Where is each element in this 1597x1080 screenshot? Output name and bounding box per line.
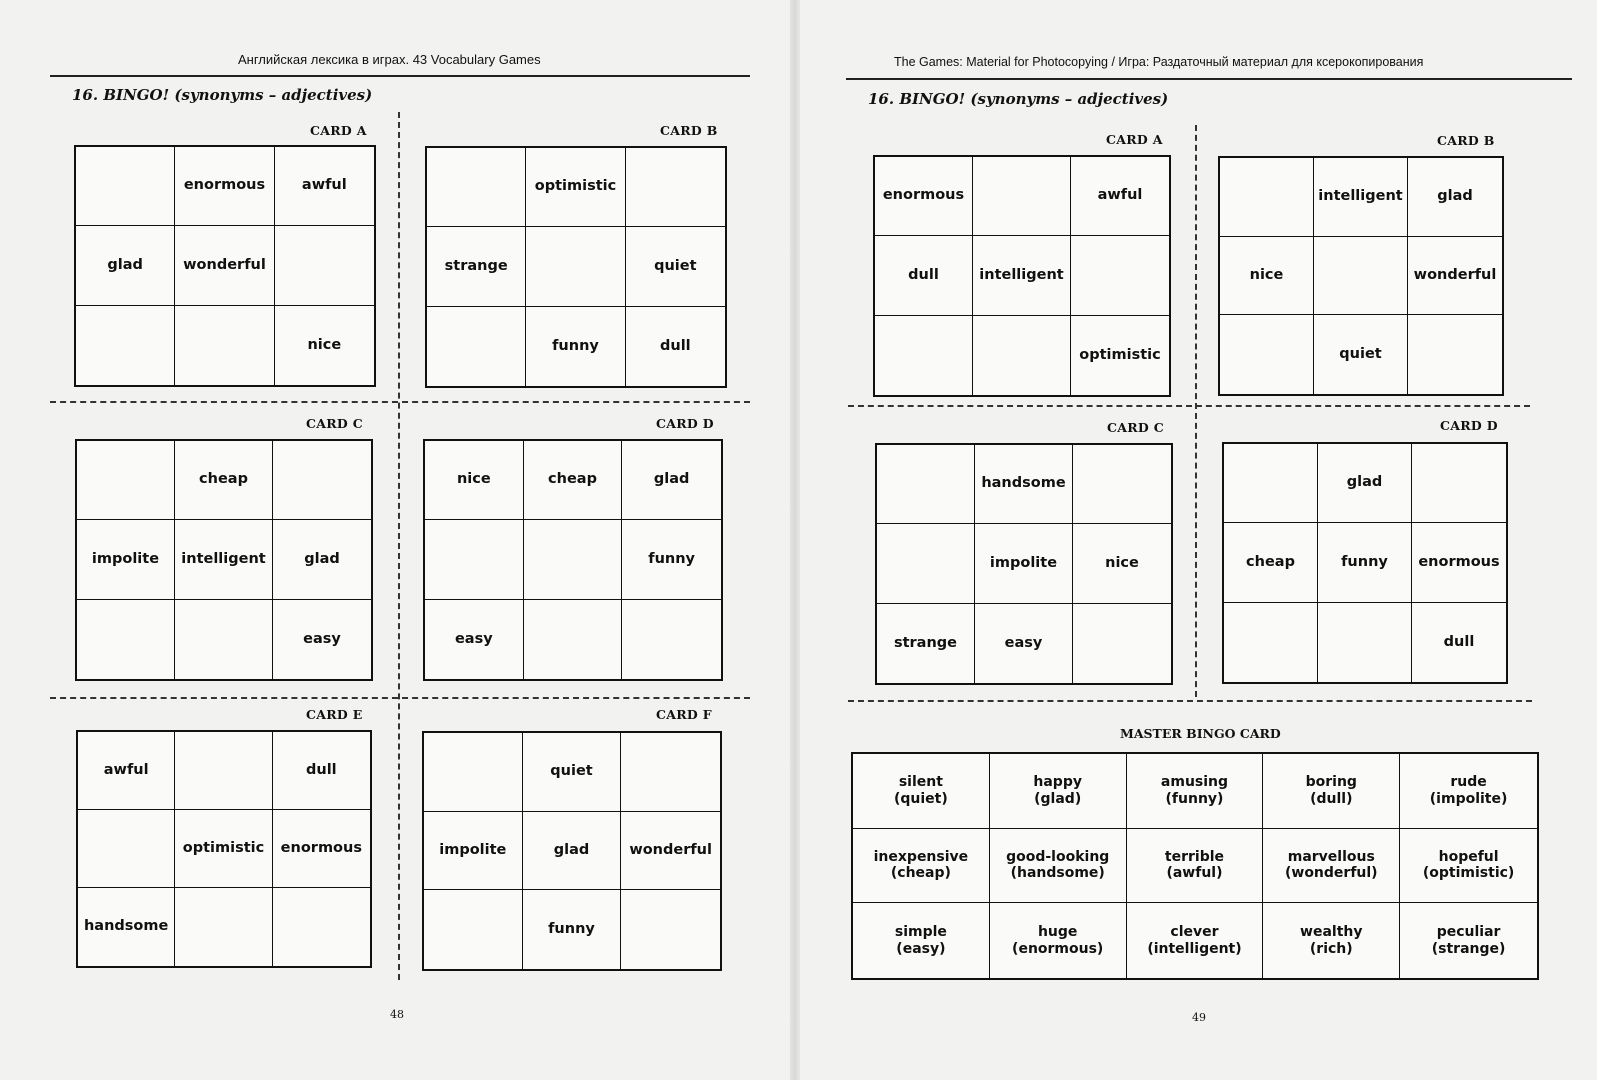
cut-line-vertical	[1195, 125, 1197, 697]
cut-line-vertical	[398, 112, 400, 980]
card-cell	[1220, 158, 1314, 237]
card-cell	[1224, 603, 1318, 682]
card-cell	[175, 306, 274, 385]
card-cell: glad	[622, 441, 721, 520]
card-cell: quiet	[626, 227, 725, 306]
card-cell: nice	[307, 336, 342, 353]
card-cell: intelligent	[973, 236, 1071, 315]
master-cell: rude (impolite)	[1400, 754, 1537, 829]
card-cell: funny	[523, 890, 622, 969]
card-cell	[76, 306, 175, 385]
card-f-label: CARD F	[656, 707, 712, 722]
running-head: Английская лексика в играх. 43 Vocabulary Games	[238, 52, 541, 67]
card-cell	[427, 307, 526, 386]
card-cell	[524, 520, 623, 599]
card-cell	[626, 148, 725, 227]
master-cell: marvellous (wonderful)	[1263, 829, 1400, 904]
card-cell: glad	[76, 226, 175, 305]
master-cell: inexpensive (cheap)	[853, 829, 990, 904]
card-cell: easy	[425, 600, 524, 679]
card-cell	[1408, 315, 1502, 394]
cut-line	[50, 697, 750, 699]
master-cell: simple (easy)	[853, 903, 990, 978]
card-cell	[275, 226, 374, 305]
master-cell: huge (enormous)	[990, 903, 1127, 978]
card-cell: easy	[975, 604, 1073, 683]
card-cell: strange	[427, 227, 526, 306]
card-cell	[427, 148, 526, 227]
master-bingo-grid	[851, 752, 1539, 980]
master-cell: boring (dull)	[1263, 754, 1400, 829]
card-cell: enormous	[175, 147, 274, 226]
card-cell: funny	[1318, 523, 1412, 602]
card-cell	[526, 227, 625, 306]
card-cell: awful	[1071, 157, 1169, 236]
card-cell: optimistic	[1079, 346, 1161, 363]
card-cell: wonderful	[1408, 237, 1502, 316]
card-cell: glad	[523, 812, 622, 891]
card-cell: wonderful	[175, 226, 274, 305]
card-d-label: CARD D	[1440, 418, 1498, 433]
card-cell: quiet	[1314, 315, 1408, 394]
card-cell: impolite	[424, 812, 523, 891]
card-cell	[175, 732, 272, 810]
section-title: 16. BINGO! (synonyms – adjectives)	[72, 86, 373, 104]
card-b-label: CARD B	[1437, 133, 1495, 148]
card-cell: strange	[877, 604, 975, 683]
card-a-grid	[873, 155, 1171, 397]
card-cell: cheap	[524, 441, 623, 520]
card-cell: cheap	[175, 441, 273, 520]
left-page	[0, 0, 790, 1080]
master-card-label: MASTER BINGO CARD	[1120, 726, 1281, 741]
card-c-label: CARD C	[1107, 420, 1164, 435]
card-cell: nice	[425, 441, 524, 520]
card-cell: intelligent	[1314, 158, 1408, 237]
running-head: The Games: Material for Photocopying / Игра: Раздаточный материал для ксерокопирования	[894, 55, 1424, 69]
card-cell: intelligent	[175, 520, 273, 599]
card-cell: optimistic	[526, 148, 625, 227]
card-cell: dull	[875, 236, 973, 315]
card-cell: dull	[660, 337, 691, 354]
card-cell	[424, 733, 523, 812]
master-cell: good-looking (handsome)	[990, 829, 1127, 904]
card-cell: quiet	[523, 733, 622, 812]
card-cell: impolite	[77, 520, 175, 599]
card-cell: impolite	[975, 524, 1073, 603]
card-cell: enormous	[273, 810, 370, 888]
book-spine	[790, 0, 800, 1080]
card-cell: wonderful	[621, 812, 720, 891]
right-page	[800, 0, 1597, 1080]
card-cell: optimistic	[175, 810, 272, 888]
card-cell	[877, 445, 975, 524]
card-cell	[877, 524, 975, 603]
card-cell: nice	[1220, 237, 1314, 316]
header-rule	[846, 78, 1572, 80]
card-c-label: CARD C	[306, 416, 363, 431]
card-cell	[1318, 603, 1412, 682]
card-cell	[77, 441, 175, 520]
card-d-grid	[423, 439, 723, 681]
card-cell: handsome	[78, 888, 175, 966]
master-cell: amusing (funny)	[1127, 754, 1264, 829]
card-cell: easy	[303, 630, 341, 647]
card-cell	[524, 600, 623, 679]
card-cell	[1073, 445, 1171, 524]
card-b-label: CARD B	[660, 123, 718, 138]
card-cell	[77, 600, 175, 679]
card-d-label: CARD D	[656, 416, 714, 431]
section-title: 16. BINGO! (synonyms – adjectives)	[868, 90, 1169, 108]
card-cell	[621, 890, 720, 969]
card-cell: funny	[622, 520, 721, 599]
master-cell: terrible (awful)	[1127, 829, 1264, 904]
card-a-grid	[74, 145, 376, 387]
card-cell	[1071, 236, 1169, 315]
card-cell: awful	[275, 147, 374, 226]
header-rule	[50, 75, 750, 77]
card-cell	[273, 888, 370, 966]
card-cell	[973, 316, 1071, 395]
master-cell: wealthy (rich)	[1263, 903, 1400, 978]
card-cell: awful	[78, 732, 175, 810]
card-cell	[622, 600, 721, 679]
card-cell	[973, 157, 1071, 236]
card-cell: cheap	[1224, 523, 1318, 602]
card-cell	[1412, 444, 1506, 523]
card-cell: enormous	[1412, 523, 1506, 602]
card-c-grid	[75, 439, 373, 681]
card-e-grid	[76, 730, 372, 968]
card-cell	[78, 810, 175, 888]
cut-line	[848, 700, 1532, 702]
card-b-grid	[425, 146, 727, 388]
card-cell	[1073, 604, 1171, 683]
card-cell	[175, 888, 272, 966]
card-cell: glad	[1408, 158, 1502, 237]
master-cell: hopeful (optimistic)	[1400, 829, 1537, 904]
card-cell	[875, 316, 973, 395]
master-cell: peculiar (strange)	[1431, 923, 1506, 957]
card-cell	[425, 520, 524, 599]
master-cell: silent (quiet)	[853, 754, 990, 829]
card-cell	[76, 147, 175, 226]
master-cell: clever (intelligent)	[1127, 903, 1264, 978]
cut-line	[50, 401, 750, 403]
card-cell: dull	[1443, 633, 1475, 650]
card-cell	[1314, 237, 1408, 316]
card-cell	[273, 441, 371, 520]
card-cell: dull	[273, 732, 370, 810]
card-cell: glad	[1318, 444, 1412, 523]
card-c-grid	[875, 443, 1173, 685]
card-cell: handsome	[975, 445, 1073, 524]
page-number: 48	[390, 1008, 404, 1021]
card-f-grid	[422, 731, 722, 971]
card-cell: glad	[273, 520, 371, 599]
card-cell: nice	[1073, 524, 1171, 603]
card-d-grid	[1222, 442, 1508, 684]
card-a-label: CARD A	[310, 123, 367, 138]
card-cell	[1220, 315, 1314, 394]
card-cell	[1224, 444, 1318, 523]
card-e-label: CARD E	[306, 707, 363, 722]
card-cell	[175, 600, 273, 679]
card-cell	[621, 733, 720, 812]
card-cell	[424, 890, 523, 969]
cut-line	[848, 405, 1530, 407]
card-cell: funny	[526, 307, 625, 386]
master-cell: happy (glad)	[990, 754, 1127, 829]
card-b-grid	[1218, 156, 1504, 396]
card-cell: enormous	[875, 157, 973, 236]
page-number: 49	[1192, 1011, 1206, 1024]
card-a-label: CARD A	[1106, 132, 1163, 147]
